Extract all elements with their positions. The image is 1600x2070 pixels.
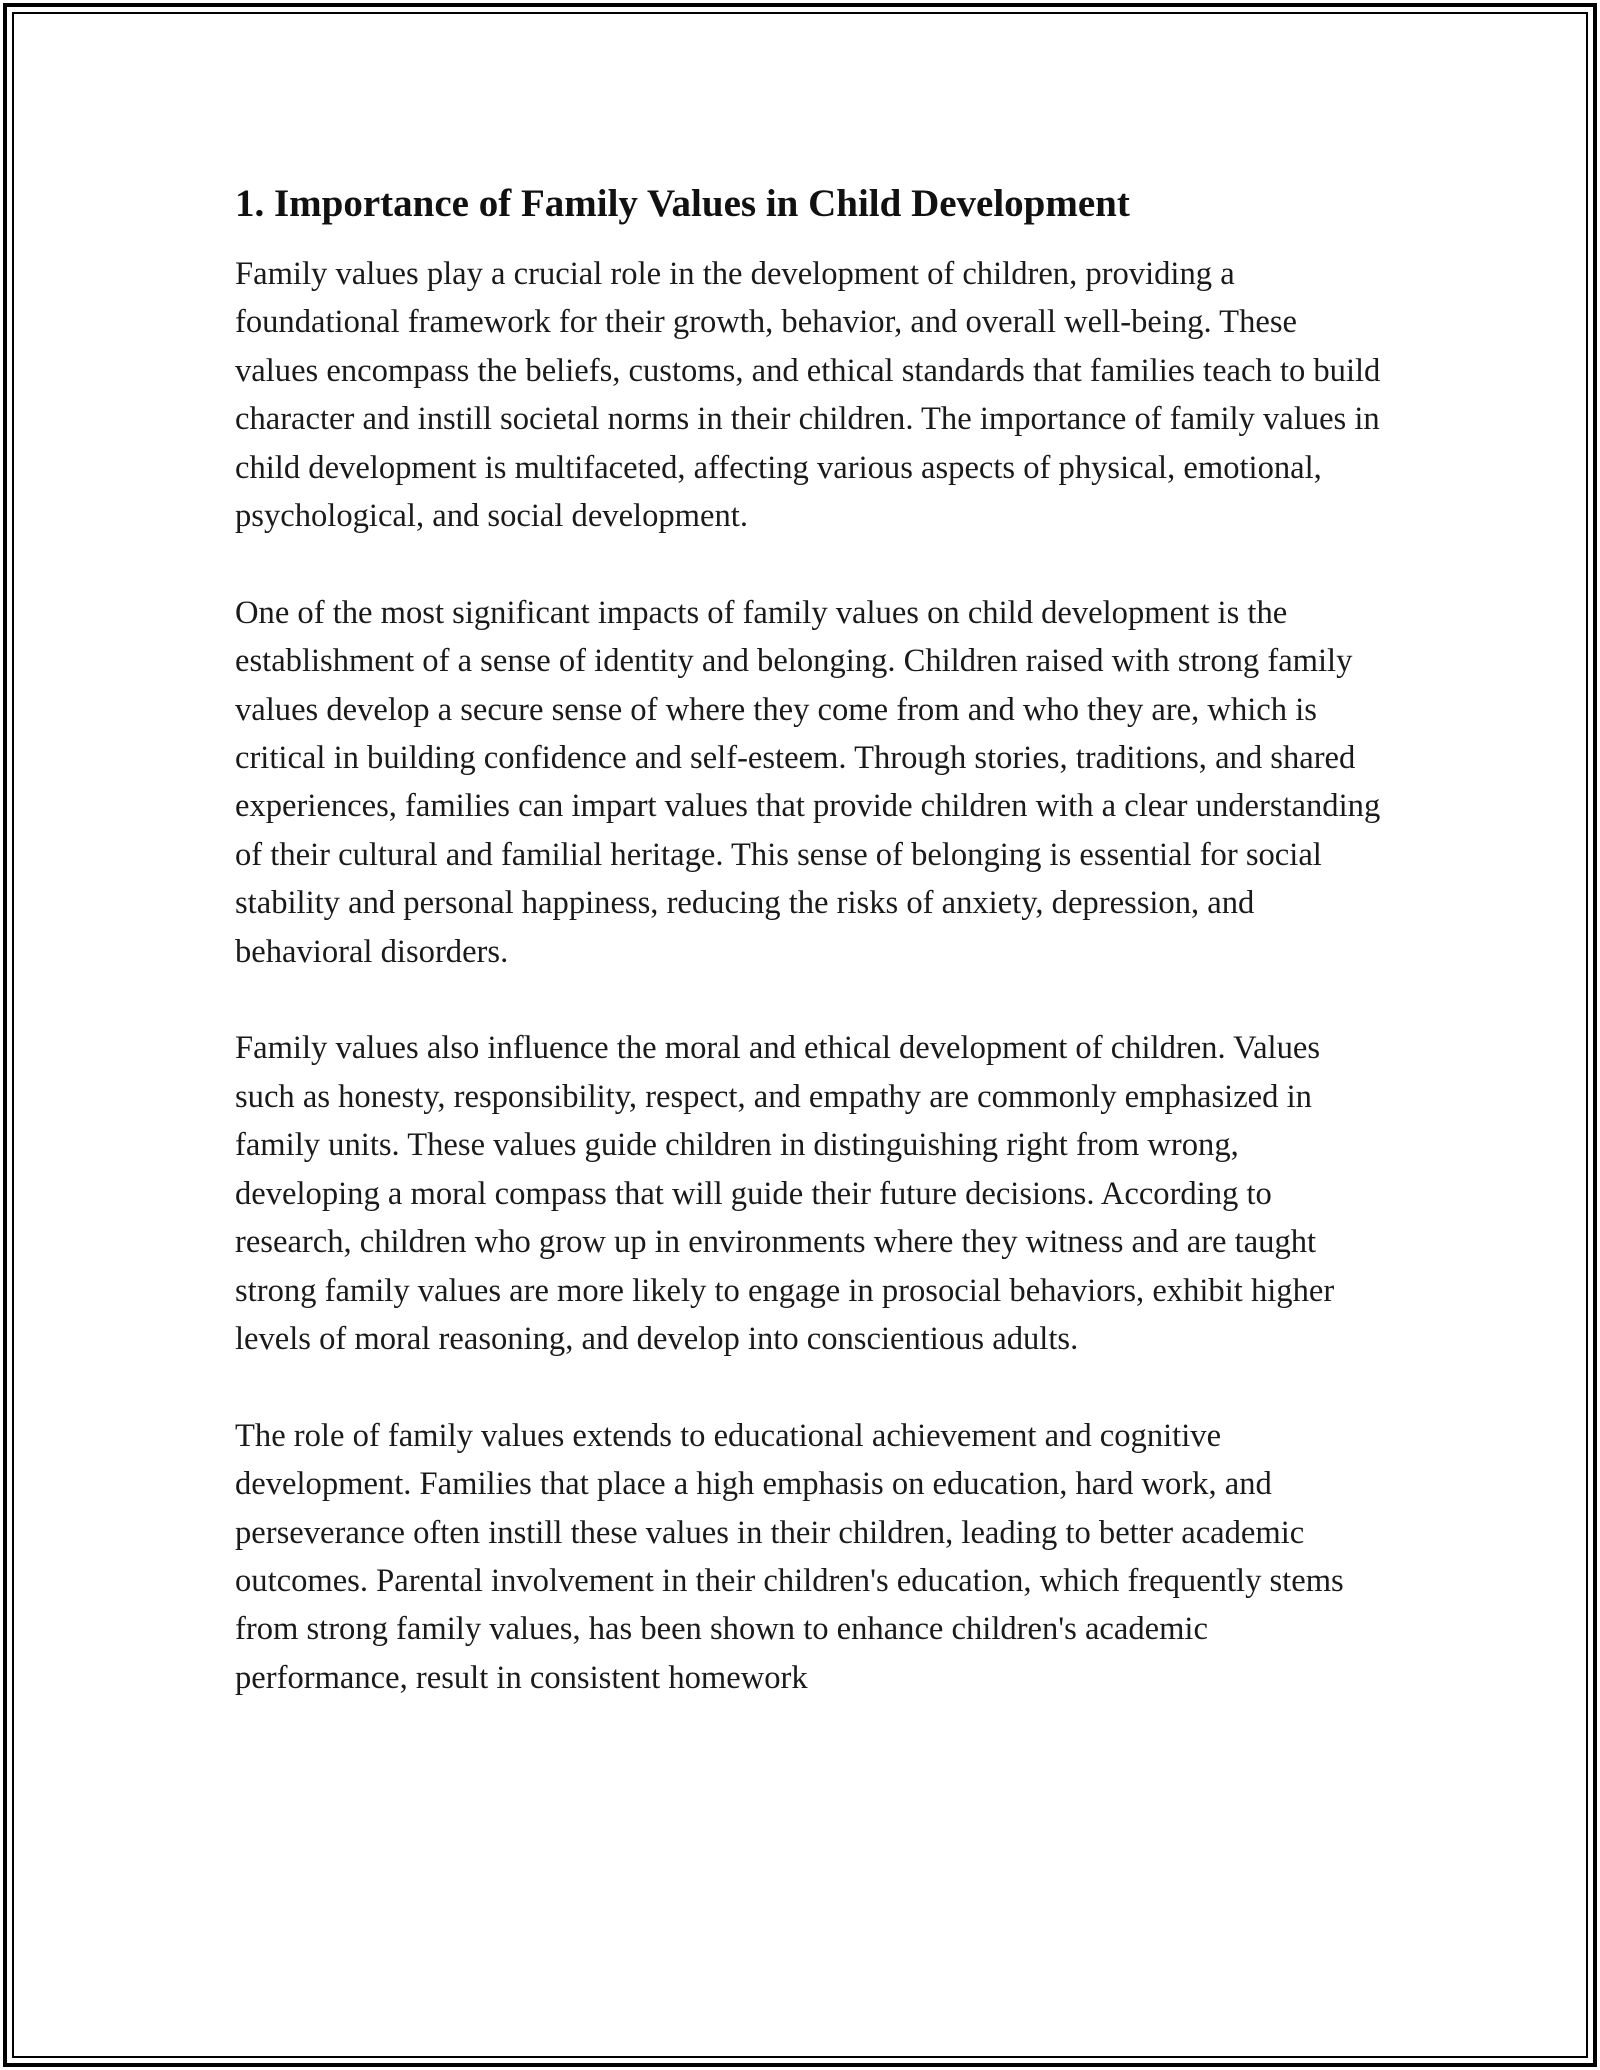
paragraph-2: One of the most significant impacts of family values on child development is the establishment of a sense of identity and belonging. Children raised with strong family values develop a secure sense of where they come from and who they are, which is critical in building confidence and self-esteem. Through stories, traditions, and shared experiences, families can impart values that provide children with a clear understanding of their cultural and familial heritage. This sense of belonging is essential for social stability and personal happiness, reducing the risks of anxiety, depression, and behavioral disorders. [235, 594, 1381, 970]
document-body [235, 180, 1385, 1751]
paragraph-4: The role of family values extends to educational achievement and cognitive development. Families that place a high emphasis on education, hard work, and perseverance often instill these values in their children, leading to better academic outcomes. Parental involvement in their children's education, which frequently stems from strong family values, has been shown to enhance children's academic performance, result in consistent homework [235, 1417, 1344, 1696]
section-heading: 1. Importance of Family Values in Child Development [235, 182, 1130, 225]
paragraph-3: Family values also influence the moral and ethical development of children. Values such as honesty, responsibility, respect, and empathy are commonly emphasized in family units. These values guide children in distinguishing right from wrong, developing a moral compass that will guide their future decisions. According to research, children who grow up in environments where they witness and are taught strong family values are more likely to engage in prosocial behaviors, exhibit higher levels of moral reasoning, and develop into conscientious adults. [235, 1030, 1335, 1357]
paragraph-1: Family values play a crucial role in the development of children, providing a foundational framework for their growth, behavior, and overall well-being. These values encompass the beliefs, customs, and ethical standards that families teach to build character and instill societal norms in their children. The importance of family values in child development is multifaceted, affecting various aspects of physical, emotional, psychological, and social development. [235, 256, 1381, 535]
